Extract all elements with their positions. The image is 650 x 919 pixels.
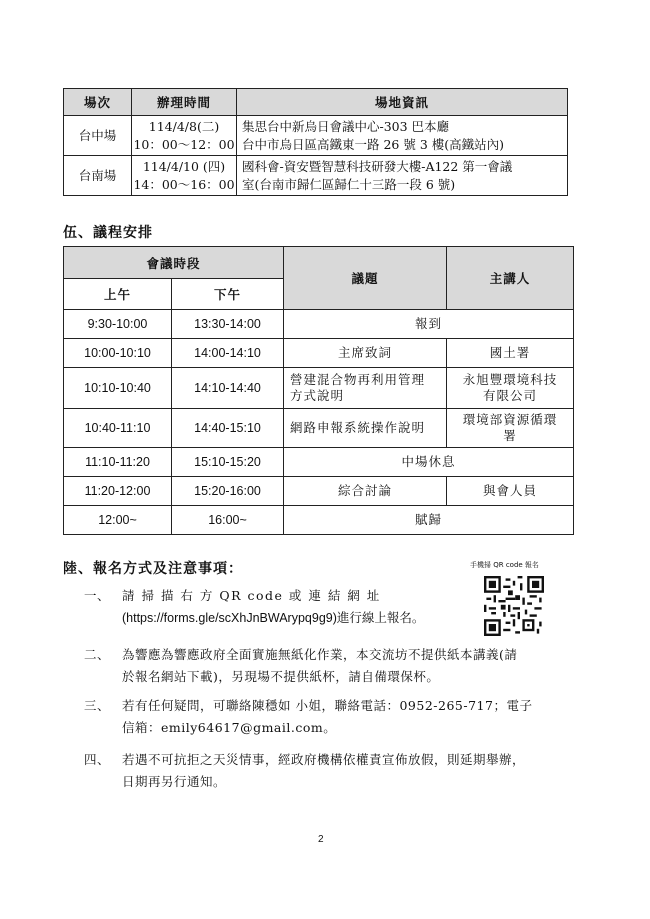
topic-line: 方式說明 bbox=[290, 388, 345, 403]
venue-table bbox=[63, 88, 568, 196]
header-am: 上午 bbox=[64, 279, 172, 310]
session-venue bbox=[237, 156, 568, 196]
agenda-topic: 綜合討論 bbox=[284, 477, 447, 506]
am-time: 11:10-11:20 bbox=[64, 448, 172, 477]
pm-time: 15:10-15:20 bbox=[172, 448, 284, 477]
agenda-header-row bbox=[64, 247, 574, 279]
list-item bbox=[84, 695, 574, 739]
header-pm: 下午 bbox=[172, 279, 284, 310]
pm-time: 14:00-14:10 bbox=[172, 339, 284, 368]
am-time: 10:00-10:10 bbox=[64, 339, 172, 368]
item-link[interactable]: (https://forms.gle/scXhJnBWArypq9g9)進行線上報名。 bbox=[122, 611, 425, 625]
am-time: 10:10-10:40 bbox=[64, 368, 172, 409]
pm-time: 14:10-14:40 bbox=[172, 368, 284, 409]
venue-line: 國科會-資安暨智慧科技研發大樓-A122 第一會議 bbox=[242, 158, 513, 174]
agenda-item: 中場休息 bbox=[284, 448, 574, 477]
header-time: 辦理時間 bbox=[132, 89, 237, 116]
header-topic: 議題 bbox=[284, 247, 447, 310]
speaker-line: 永旭豐環境科技 bbox=[462, 372, 558, 387]
list-item bbox=[84, 749, 574, 793]
pm-time: 13:30-14:00 bbox=[172, 310, 284, 339]
table-row bbox=[64, 409, 574, 448]
session-venue bbox=[237, 116, 568, 156]
agenda-item: 報到 bbox=[284, 310, 574, 339]
agenda-item: 賦歸 bbox=[284, 506, 574, 535]
table-row bbox=[64, 477, 574, 506]
topic-line: 營建混合物再利用管理 bbox=[290, 372, 426, 387]
session-date: 114/4/8(二) bbox=[148, 118, 220, 134]
session-name: 台中場 bbox=[64, 116, 132, 156]
agenda-topic bbox=[284, 368, 447, 409]
session-time bbox=[132, 116, 237, 156]
page-number: 2 bbox=[318, 834, 324, 845]
agenda-speaker: 與會人員 bbox=[447, 477, 574, 506]
agenda-topic: 網路申報系統操作說明 bbox=[284, 409, 447, 448]
item-line: 若有任何疑問，可聯絡陳穩如 小姐，聯絡電話：0952-265-717；電子 bbox=[122, 698, 533, 713]
venue-line: 台中市烏日區高鐵東一路 26 號 3 樓(高鐵站內) bbox=[242, 136, 505, 152]
venue-line: 室(台南市歸仁區歸仁十三路一段 6 號) bbox=[242, 176, 456, 192]
qr-caption: 手機掃 QR code 報名 bbox=[470, 561, 539, 569]
item-line: 日期再另行通知。 bbox=[122, 774, 227, 789]
session-name: 台南場 bbox=[64, 156, 132, 196]
item-line: 若遇不可抗拒之天災情事，經政府機構依權責宣佈放假，則延期舉辦， bbox=[122, 752, 526, 767]
am-time: 9:30-10:00 bbox=[64, 310, 172, 339]
section-title: 陸、報名方式及注意事項： bbox=[63, 561, 243, 577]
agenda-topic: 主席致詞 bbox=[284, 339, 447, 368]
header-speaker: 主講人 bbox=[447, 247, 574, 310]
pm-time: 16:00~ bbox=[172, 506, 284, 535]
speaker-line: 環境部資源循環 bbox=[462, 412, 558, 427]
table-row bbox=[64, 448, 574, 477]
agenda-speaker bbox=[447, 368, 574, 409]
item-number: 三、 bbox=[84, 698, 111, 713]
table-row bbox=[64, 339, 574, 368]
table-row bbox=[64, 506, 574, 535]
session-hours: 10：00～12：00 bbox=[133, 136, 235, 152]
session-date: 114/4/10 (四) bbox=[142, 158, 226, 174]
item-number: 二、 bbox=[84, 647, 111, 662]
pm-time: 15:20-16:00 bbox=[172, 477, 284, 506]
table-row bbox=[64, 156, 568, 196]
pm-time: 14:40-15:10 bbox=[172, 409, 284, 448]
agenda-speaker bbox=[447, 409, 574, 448]
item-email[interactable]: 信箱：emily64617@gmail.com。 bbox=[122, 720, 337, 735]
list-item bbox=[84, 585, 574, 629]
speaker-line: 署 bbox=[503, 428, 517, 443]
item-line: 為響應為響應政府全面實施無紙化作業，本交流坊不提供紙本講義(請 bbox=[122, 647, 518, 662]
speaker-line: 有限公司 bbox=[482, 388, 537, 403]
session-time bbox=[132, 156, 237, 196]
item-number: 四、 bbox=[84, 752, 111, 767]
am-time: 11:20-12:00 bbox=[64, 477, 172, 506]
list-item bbox=[84, 644, 574, 688]
table-row bbox=[64, 310, 574, 339]
header-session: 場次 bbox=[64, 89, 132, 116]
item-number: 一、 bbox=[84, 588, 111, 603]
table-row bbox=[64, 116, 568, 156]
session-hours: 14：00～16：00 bbox=[133, 176, 235, 192]
header-meeting-time: 會議時段 bbox=[64, 247, 284, 279]
table-row bbox=[64, 368, 574, 409]
am-time: 12:00~ bbox=[64, 506, 172, 535]
agenda-speaker: 國土署 bbox=[447, 339, 574, 368]
section-title: 伍、議程安排 bbox=[63, 225, 153, 241]
item-line: 於報名網站下載)，另現場不提供紙杯，請自備環保杯。 bbox=[122, 669, 440, 684]
venue-table-header bbox=[64, 89, 568, 116]
venue-line: 集思台中新烏日會議中心-303 巴本廳 bbox=[242, 118, 450, 134]
item-line: 請 掃 描 右 方 QR code 或 連 結 網 址 bbox=[122, 588, 381, 603]
am-time: 10:40-11:10 bbox=[64, 409, 172, 448]
agenda-table bbox=[63, 246, 574, 535]
header-venue: 場地資訊 bbox=[237, 89, 568, 116]
